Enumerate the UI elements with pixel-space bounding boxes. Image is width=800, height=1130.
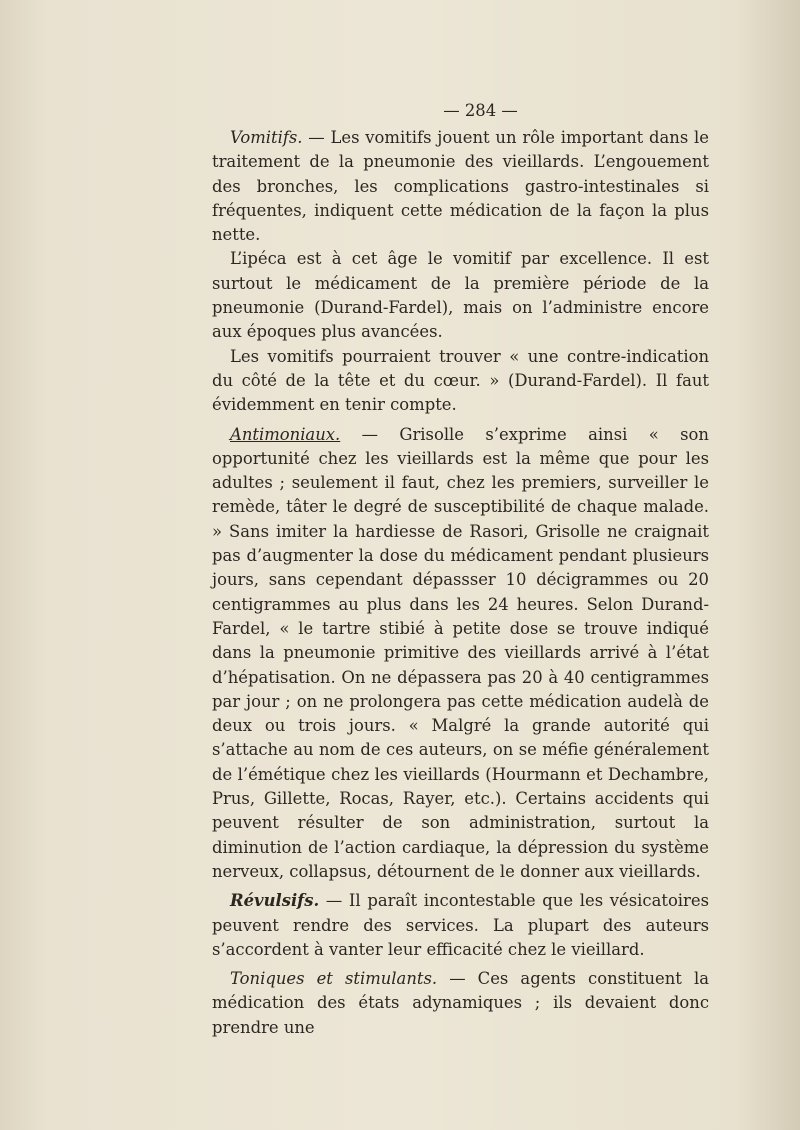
paragraph-text: — Grisolle s’exprime ainsi « son opportunité chez les vieillards est la même que pour les adultes ; seulement il faut, chez les premiers, surveiller le remède, tâter le degré de susceptibilité de chaque malade. » Sans imiter la hardiesse de Rasori, Grisolle ne craignait pas d’augmenter la dose du médicament pendant plusieurs jours, sans cependant dépassser 10 décigrammes ou 20 centigrammes au plus dans les 24 heures. Selon Durand-Fardel, « le tartre stibié à petite dose se trouve indiqué dans la pneumonie primitive des vieillards arrivé à l’état d’hépatisation. On ne dépassera pas 20 à 40 centigrammes par jour ; on ne prolongera pas cette médication audelà de deux ou trois jours. « Malgré la grande autorité qui s’attache au nom de ces auteurs, on se méfie généralement de l’émétique chez les vieillards (Hourmann et Dechambre, Prus, Gillette, Rocas, Rayer, etc.). Certains accidents qui peuvent résulter de son administration, surtout la diminution de l’action cardiaque, la dépression du système nerveux, collapsus, détournent de le donner aux vieillards. (212, 424, 709, 881)
paragraph-text: — Les vomitifs jouent un rôle important dans le traitement de la pneumonie des vieillards. L’engouement des bronches, les complications gastro-intestinales si fréquentes, indiquent cette médication de la façon la plus nette. (212, 128, 709, 245)
paragraph-contre-indication (212, 345, 709, 418)
section-heading-vomitifs: Vomitifs. (230, 128, 303, 147)
paragraph-revulsifs (212, 889, 709, 962)
paragraph-ipeca (212, 247, 709, 344)
paragraph-text: L’ipéca est à cet âge le vomitif par excellence. Il est surtout le médicament de la première période de la pneumonie (Durand-Fardel), mais on l’administre encore aux époques plus avancées. (212, 249, 709, 342)
section-heading-antimoniaux: Antimoniaux. (230, 424, 341, 444)
page-number: — 284 — (443, 101, 518, 120)
section-heading-toniques: Toniques et stimulants. (230, 969, 438, 989)
paragraph-text: — Ces agents constituent la médication des états adynamiques ; ils devaient donc prendre une (212, 969, 709, 1037)
paragraph-text: — Il paraît incontestable que les vésicatoires peuvent rendre des services. La plupart des auteurs s’accordent à vanter leur efficacité chez le vieillard. (212, 891, 709, 959)
text-block (212, 96, 709, 1040)
paragraph-antimoniaux (212, 423, 709, 885)
paragraph-text: Les vomitifs pourraient trouver « une contre-indication du côté de la tête et du cœur. » (Durand-Fardel). Il faut évidemment en tenir compte. (212, 346, 709, 415)
paragraph-toniques (212, 967, 709, 1040)
paragraph-vomitifs (212, 126, 709, 247)
section-heading-revulsifs: Révulsifs. (230, 891, 320, 911)
